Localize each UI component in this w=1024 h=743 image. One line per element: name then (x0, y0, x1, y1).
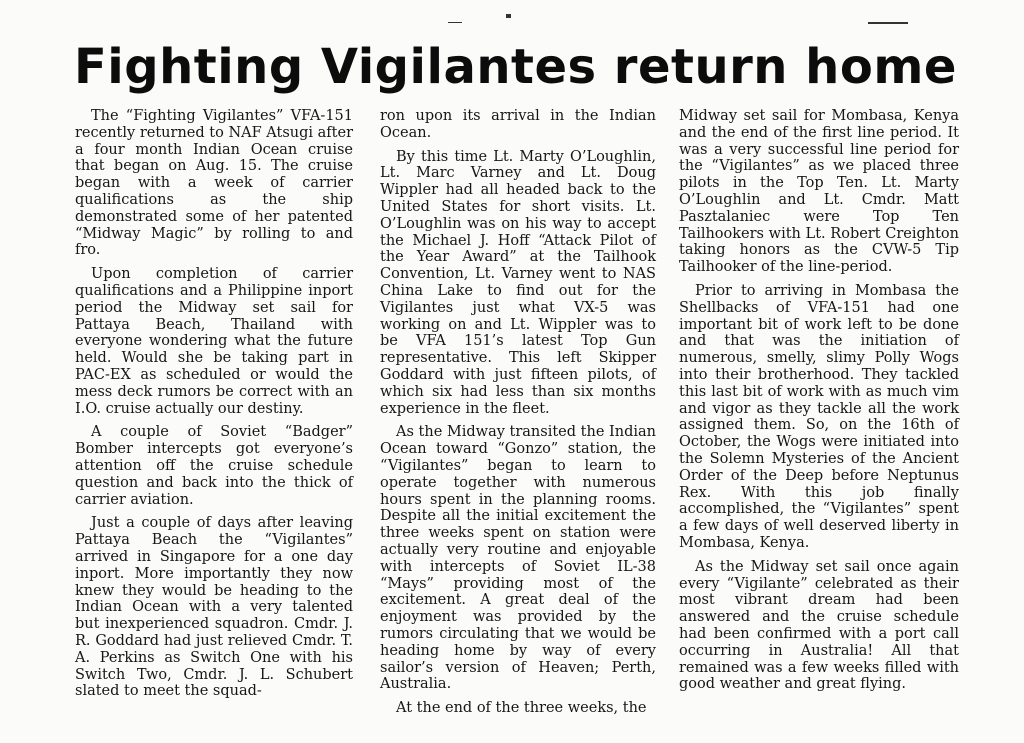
paragraph: Prior to arriving in Mombasa the Shellbacks of VFA-151 had one important bit of work left to be done and that was the initiation of numerous, smelly, slimy Polly Wogs into their brotherhood. They tackled this last bit of work with as much vim and vigor as they tackle all the work assigned them. So, on the 16th of October, the Wogs were initiated into the Solemn Mysteries of the Ancient Order of the Deep before Neptunus Rex. With this job finally accomplished, the “Vigilantes” spent a few days of well deserved liberty in Mombasa, Kenya. (679, 282, 959, 551)
scan-speck (506, 14, 511, 18)
article-column-3 (679, 108, 959, 700)
paragraph: By this time Lt. Marty O’Loughlin, Lt. Marc Varney and Lt. Doug Wippler had all headed back to the United States for short visits. Lt. O’Loughlin was on his way to accept the Michael J. Hoff “Attack Pilot of the Year Award” at the Tailhook Convention, Lt. Varney went to NAS China Lake to find out for the Vigilantes just what VX-5 was working on and Lt. Wippler was to be VFA 151’s latest Top Gun representative. This left Skipper Goddard with just fifteen pilots, of which six had less than six months experience in the fleet. (380, 148, 656, 417)
paragraph: Midway set sail for Mombasa, Kenya and the end of the first line period. It was a very successful line period for the “Vigilantes” as we placed three pilots in the Top Ten. Lt. Marty O’Loughlin and Lt. Cmdr. Matt Pasztalaniec were Top Ten Tailhookers with Lt. Robert Creighton taking honors as the CVW-5 Tip Tailhooker of the line-period. (679, 108, 959, 276)
article-column-2 (380, 108, 656, 724)
scan-line (868, 22, 908, 24)
paragraph: ron upon its arrival in the Indian Ocean. (380, 108, 656, 141)
article-headline: Fighting Vigilantes return home (74, 39, 957, 95)
article-column-1 (75, 108, 353, 707)
paragraph: Upon completion of carrier qualifications and a Philippine inport period the Midway set sail for Pattaya Beach, Thailand with everyone wondering what the future held. Would she be taking part in PAC-EX as scheduled or would the mess deck rumors be correct with an I.O. cruise actually our destiny. (75, 266, 353, 417)
paragraph: As the Midway transited the Indian Ocean toward “Gonzo” station, the “Vigilantes” began to learn to operate together with numerous hours spent in the planning rooms. Despite all the initial excitement the three weeks spent on station were actually very routine and enjoyable with intercepts of Soviet IL-38 “Mays” providing most of the excitement. A great deal of the enjoyment was provided by the rumors circulating that we would be heading home by way of every sailor’s version of Heaven; Perth, Australia. (380, 424, 656, 693)
paragraph: As the Midway set sail once again every “Vigilante” celebrated as their most vibrant dream had been answered and the cruise schedule had been confirmed with a port call occurring in Australia! All that remained was a few weeks filled with good weather and great flying. (679, 558, 959, 693)
scan-line (448, 22, 462, 23)
paragraph: At the end of the three weeks, the (396, 700, 647, 717)
paragraph: Just a couple of days after leaving Pattaya Beach the “Vigilantes” arrived in Singapore for a one day inport. More importantly they now knew they would be heading to the Indian Ocean with a very talented but inexperienced squadron. Cmdr. J. R. Goddard had just relieved Cmdr. T. A. Perkins as Switch One with his Switch Two, Cmdr. J. L. Schubert slated to meet the squad- (75, 515, 353, 700)
paragraph: The “Fighting Vigilantes” VFA-151 recently returned to NAF Atsugi after a four month Indian Ocean cruise that began on Aug. 15. The cruise began with a week of carrier qualifications as the ship demonstrated some of her patented “Midway Magic” by rolling to and fro. (75, 108, 353, 259)
paragraph: A couple of Soviet “Badger” Bomber intercepts got everyone’s attention off the cruise schedule question and back into the thick of carrier aviation. (75, 424, 353, 508)
